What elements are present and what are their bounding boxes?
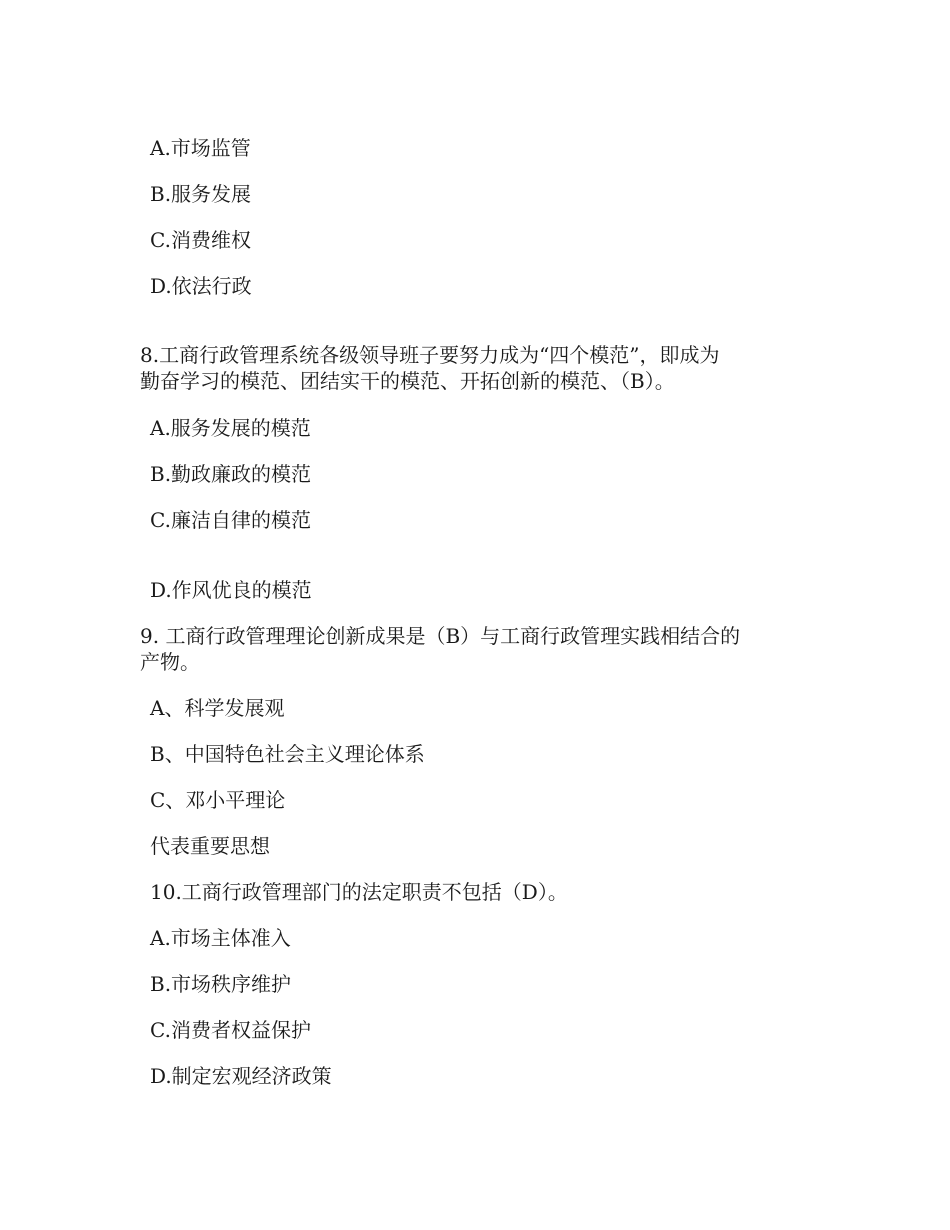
q10-option-a: A.市场主体准入 bbox=[150, 926, 291, 950]
q10-option-c: C.消费者权益保护 bbox=[150, 1018, 311, 1042]
q8-option-c: C.廉洁自律的模范 bbox=[150, 508, 311, 532]
q7-option-d: D.依法行政 bbox=[150, 274, 252, 298]
q8-option-d: D.作风优良的模范 bbox=[150, 578, 312, 602]
q10-option-b: B.市场秩序维护 bbox=[150, 972, 292, 996]
q7-option-b: B.服务发展 bbox=[150, 182, 252, 206]
q8-option-a: A.服务发展的模范 bbox=[150, 416, 311, 440]
q7-option-a: A.市场监管 bbox=[150, 136, 251, 160]
q8-stem-line1: 8.工商行政管理系统各级领导班子要努力成为“四个模范”，即成为 bbox=[140, 343, 720, 367]
q9-stem-line1: 9. 工商行政管理理论创新成果是（B）与工商行政管理实践相结合的 bbox=[140, 624, 741, 648]
q8-stem-line2: 勤奋学习的模范、团结实干的模范、开拓创新的模范、（B）。 bbox=[140, 369, 675, 393]
q9-option-d: 代表重要思想 bbox=[150, 834, 270, 858]
q9-option-b: B、中国特色社会主义理论体系 bbox=[150, 742, 425, 766]
q9-option-c: C、邓小平理论 bbox=[150, 788, 286, 812]
q8-option-b: B.勤政廉政的模范 bbox=[150, 462, 312, 486]
q9-stem-line2: 产物。 bbox=[140, 650, 200, 674]
q10-option-d: D.制定宏观经济政策 bbox=[150, 1064, 332, 1088]
q7-option-c: C.消费维权 bbox=[150, 228, 251, 252]
q10-stem: 10.工商行政管理部门的法定职责不包括（D）。 bbox=[150, 880, 568, 904]
q9-option-a: A、科学发展观 bbox=[150, 696, 285, 720]
